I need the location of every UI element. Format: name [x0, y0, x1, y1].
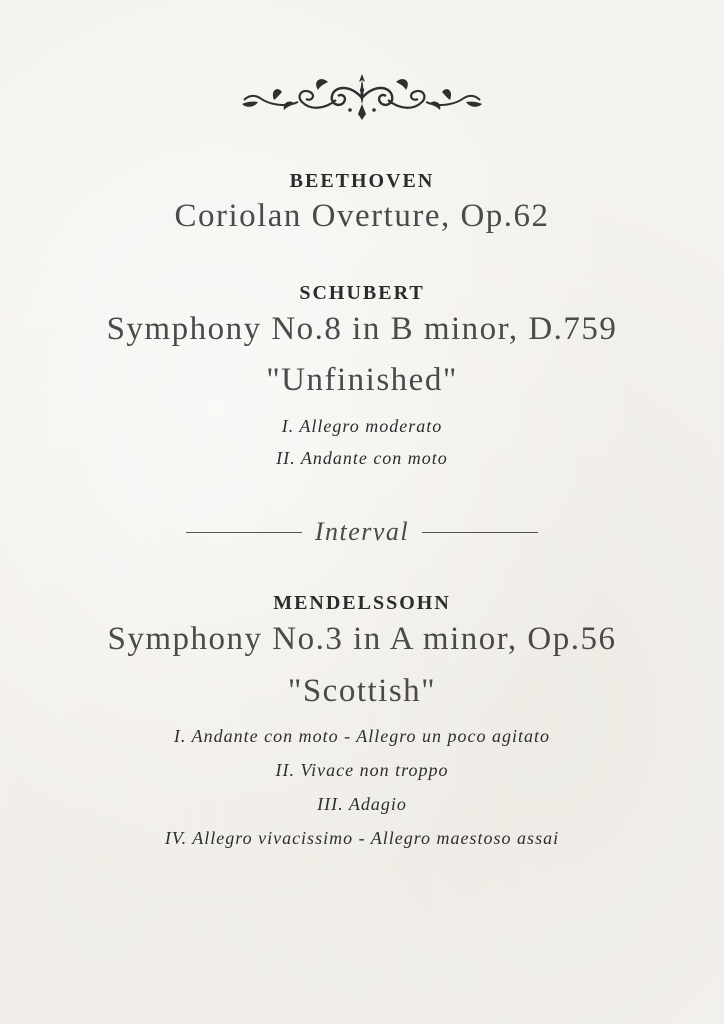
work-title: Symphony No.8 in B minor, D.759	[106, 311, 618, 347]
interval-label: Interval	[314, 517, 410, 546]
interval-divider	[186, 514, 538, 550]
divider-line-right	[422, 532, 538, 533]
movement-item: II. Vivace non troppo	[275, 760, 449, 780]
work-title: Symphony No.3 in A minor, Op.56	[107, 621, 617, 657]
composer-name: SCHUBERT	[299, 282, 425, 304]
work-subtitle: "Scottish"	[287, 673, 437, 709]
movement-item: II. Andante con moto	[276, 448, 448, 468]
flourish-ornament-icon	[238, 70, 486, 122]
movement-item: I. Andante con moto - Allegro un poco agitato	[173, 726, 551, 746]
movement-item: III. Adagio	[317, 794, 407, 814]
composer-name: BEETHOVEN	[289, 170, 435, 192]
movement-item: I. Allegro moderato	[281, 416, 443, 436]
movement-item: IV. Allegro vivacissimo - Allegro maestoso assai	[164, 828, 560, 848]
work-subtitle: "Unfinished"	[266, 362, 458, 398]
composer-name: MENDELSSOHN	[273, 592, 451, 614]
work-title: Coriolan Overture, Op.62	[174, 198, 550, 234]
